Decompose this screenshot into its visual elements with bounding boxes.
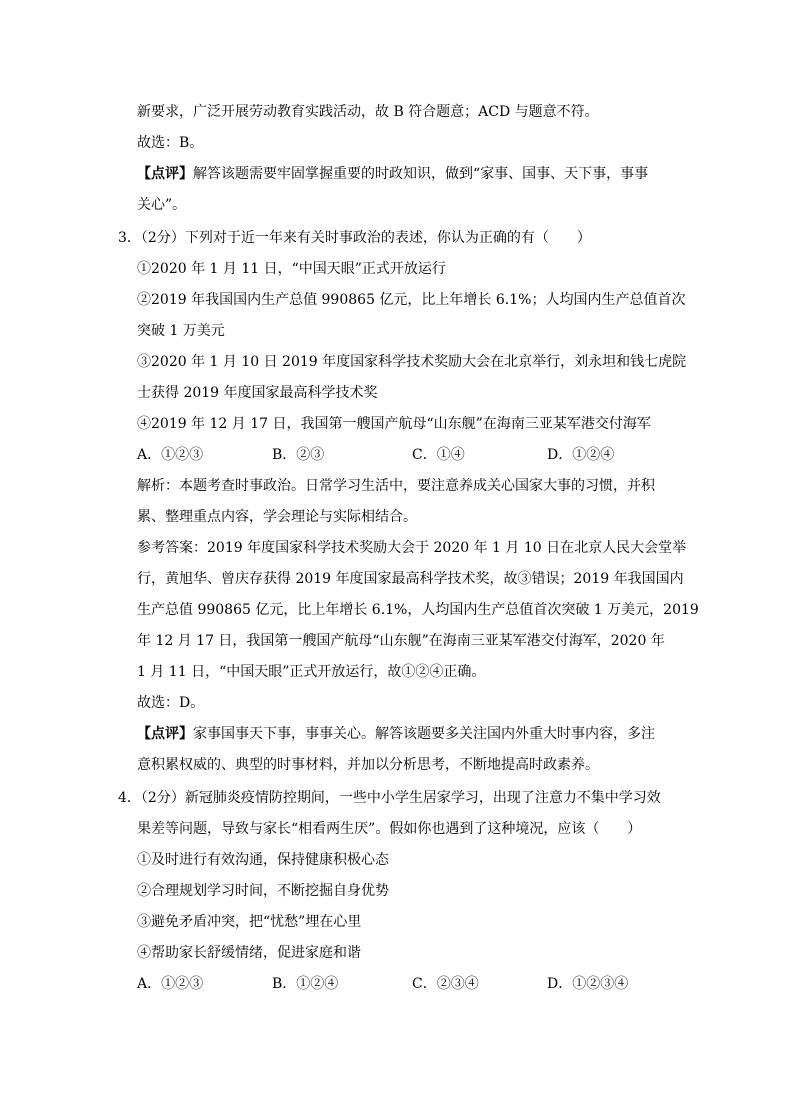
q3-comment-line-1 bbox=[137, 722, 655, 746]
comment-tag: 【点评】 bbox=[137, 166, 193, 182]
q4-item-2: ②合理规划学习时间，不断挖掘自身优势 bbox=[137, 883, 389, 899]
comment-text: 解答该题需要牢固掌握重要的时政知识，做到“家事、国事、天下事，事事 bbox=[193, 166, 649, 182]
q3-choice: 故选：D。 bbox=[137, 695, 205, 711]
q3-option-a: A．①②③ bbox=[137, 447, 204, 463]
comment-tag: 【点评】 bbox=[137, 726, 193, 742]
q3-option-d: D．①②④ bbox=[547, 447, 615, 463]
q4-item-3: ③避免矛盾冲突，把“忧愁”埋在心里 bbox=[137, 914, 362, 930]
q3-item-3: ③2020 年 1 月 10 日 2019 年度国家科学技术奖励大会在北京举行，刘永坦和钱七虎院 bbox=[137, 354, 687, 370]
q3-reference-2: 行，黄旭华、曾庆存获得 2019 年度国家最高科学技术奖，故③错误；2019 年我国国内 bbox=[137, 571, 684, 587]
q3-item-3-cont: 士获得 2019 年度国家最高科学技术奖 bbox=[137, 385, 378, 401]
q3-reference-4: 年 12 月 17 日，我国第一艘国产航母“山东舰”在海南三亚某军港交付海军，2020 年 bbox=[137, 633, 665, 649]
q3-stem: 3．（2分）下列对于近一年来有关时事政治的表述，你认为正确的有（ ） bbox=[118, 230, 591, 246]
q4-item-1: ①及时进行有效沟通，保持健康积极心态 bbox=[137, 852, 389, 868]
q3-analysis-1: 解析：本题考查时事政治。日常学习生活中，要注意养成关心国家大事的习惯，并积 bbox=[137, 478, 655, 494]
q4-option-d: D．①②③④ bbox=[547, 976, 629, 992]
q3-option-c: C．①④ bbox=[412, 447, 465, 463]
prev-answer-choice: 故选：B。 bbox=[137, 135, 204, 151]
q4-stem-line-2: 果差等问题，导致与家长“相看两生厌”。假如你也遇到了这种境况，应该（ ） bbox=[137, 821, 642, 837]
q3-item-4: ④2019 年 12 月 17 日，我国第一艘国产航母“山东舰”在海南三亚某军港交付海军 bbox=[137, 416, 651, 432]
q3-comment-line-2: 意积累权威的、典型的时事材料，并加以分析思考，不断地提高时政素养。 bbox=[137, 757, 599, 773]
q4-option-c: C．②③④ bbox=[412, 976, 479, 992]
q3-reference-5: 1 月 11 日，“中国天眼”正式开放运行，故①②④正确。 bbox=[137, 664, 486, 680]
q4-option-b: B．①②④ bbox=[272, 976, 339, 992]
q3-item-1: ①2020 年 1 月 11 日，“中国天眼”正式开放运行 bbox=[137, 261, 446, 277]
prev-comment-line-1 bbox=[137, 162, 648, 186]
q4-item-4: ④帮助家长舒缓情绪，促进家庭和谐 bbox=[137, 945, 361, 961]
comment-text: 家事国事天下事，事事关心。解答该题要多关注国内外重大时事内容，多注 bbox=[193, 726, 655, 742]
q4-stem-line-1: 4．（2分）新冠肺炎疫情防控期间，一些中小学生居家学习，出现了注意力不集中学习效 bbox=[118, 790, 661, 806]
prev-comment-line-2: 关心”。 bbox=[137, 197, 187, 213]
q3-item-2: ②2019 年我国国内生产总值 990865 亿元，比上年增长 6.1%；人均国内生产总值首次 bbox=[137, 292, 686, 308]
q3-reference-1: 参考答案：2019 年度国家科学技术奖励大会于 2020 年 1 月 10 日在北京人民大会堂举 bbox=[137, 540, 687, 556]
q3-item-2-cont: 突破 1 万美元 bbox=[137, 323, 225, 339]
q3-reference-3: 生产总值 990865 亿元，比上年增长 6.1%，人均国内生产总值首次突破 1 万美元，2019 bbox=[137, 602, 699, 618]
q3-option-b: B．②③ bbox=[272, 447, 325, 463]
q4-option-a: A．①②③ bbox=[137, 976, 204, 992]
prev-answer-text: 新要求，广泛开展劳动教育实践活动，故 B 符合题意；ACD 与题意不符。 bbox=[137, 104, 599, 120]
q3-analysis-2: 累、整理重点内容，学会理论与实际相结合。 bbox=[137, 509, 417, 525]
